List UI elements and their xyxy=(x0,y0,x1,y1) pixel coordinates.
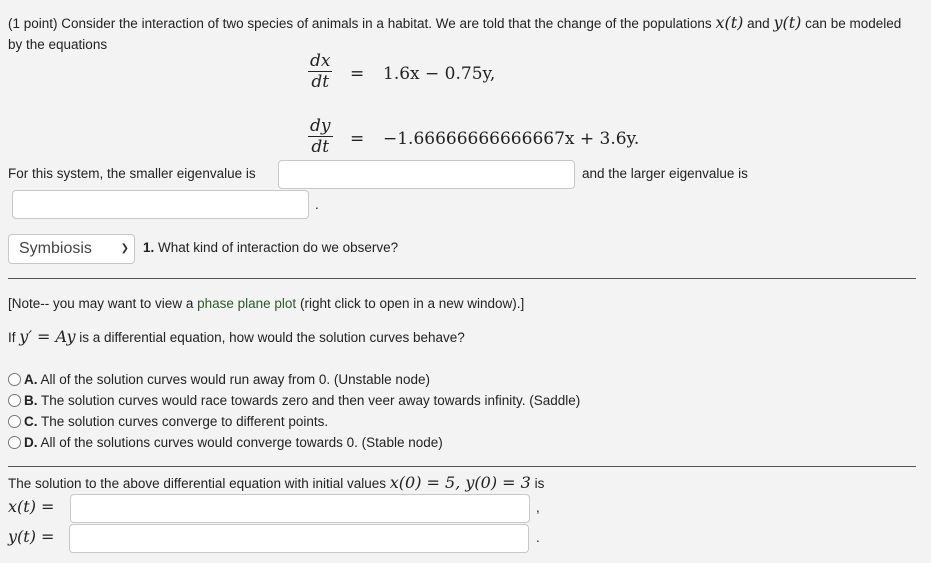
interaction-question xyxy=(143,240,398,255)
equation-2-equals: = xyxy=(350,129,365,149)
radio-icon[interactable] xyxy=(8,415,21,428)
interaction-select[interactable] xyxy=(8,234,135,264)
equation-1-lhs xyxy=(308,51,332,92)
note-line xyxy=(8,296,524,311)
option-c[interactable] xyxy=(8,413,328,431)
larger-eigenvalue-input[interactable] xyxy=(12,190,309,219)
intro-xt: x(t) xyxy=(715,13,744,32)
y-period: . xyxy=(536,530,540,545)
radio-icon[interactable] xyxy=(8,394,21,407)
eq2-denominator: dt xyxy=(308,136,333,157)
divider-1 xyxy=(8,278,916,279)
option-b[interactable] xyxy=(8,392,580,410)
behave-question xyxy=(8,327,465,346)
intro-prefix: (1 point) Consider the interaction of two species of animals in a habitat. We are told that the change of the populations xyxy=(8,16,712,31)
option-d-text: All of the solutions curves would converge towards 0. (Stable node) xyxy=(40,435,443,450)
option-c-text: The solution curves converge to different points. xyxy=(41,414,329,429)
smaller-eigenvalue-input[interactable] xyxy=(278,160,575,189)
option-b-text: The solution curves would race towards zero and then veer away towards infinity. (Saddle) xyxy=(41,393,581,408)
x-of-t-input[interactable] xyxy=(70,494,530,523)
radio-icon[interactable] xyxy=(8,436,21,449)
behave-prefix: If xyxy=(8,330,16,345)
equation-2-lhs xyxy=(308,116,333,157)
option-a-text: All of the solution curves would run away from 0. (Unstable node) xyxy=(40,372,430,387)
smaller-eigenvalue-label: For this system, the smaller eigenvalue is xyxy=(8,166,256,181)
y-of-t-label: y(t) = xyxy=(8,527,55,546)
intro-yt: y(t) xyxy=(773,13,802,32)
phase-plane-link[interactable]: phase plane plot xyxy=(197,296,297,311)
behave-math: y′ = Ay xyxy=(19,327,76,346)
larger-eigenvalue-label: and the larger eigenvalue is xyxy=(582,166,748,181)
option-d[interactable] xyxy=(8,434,443,452)
x-of-t-label: x(t) = xyxy=(8,497,55,516)
note-suffix: (right click to open in a new window).] xyxy=(299,296,525,311)
option-c-letter: C. xyxy=(24,414,38,429)
option-b-letter: B. xyxy=(24,393,38,408)
equation-1-equals: = xyxy=(350,64,365,84)
x-comma: , xyxy=(536,500,540,515)
chevron-down-icon: ❯ xyxy=(120,243,129,254)
option-a[interactable] xyxy=(8,371,430,389)
solution-initial-values: x(0) = 5, y(0) = 3 xyxy=(389,473,531,492)
intro-suffix: can be modeled by the equations xyxy=(8,16,902,52)
y-of-t-input[interactable] xyxy=(69,524,529,553)
option-d-letter: D. xyxy=(24,435,38,450)
behave-suffix: is a differential equation, how would the solution curves behave? xyxy=(79,330,465,345)
solution-intro xyxy=(8,473,544,492)
note-prefix: [Note-- you may want to view a xyxy=(8,296,194,311)
radio-icon[interactable] xyxy=(8,373,21,386)
option-a-letter: A. xyxy=(24,372,38,387)
eq2-numerator: dy xyxy=(310,116,331,136)
equation-2-rhs: −1.66666666666667x + 3.6y. xyxy=(383,129,640,149)
eq1-denominator: dt xyxy=(308,71,332,92)
equation-1-rhs: 1.6x − 0.75y, xyxy=(383,64,496,84)
eq1-numerator: dx xyxy=(310,51,331,71)
question-text: What kind of interaction do we observe? xyxy=(158,240,399,255)
solution-prefix: The solution to the above differential equation with initial values xyxy=(8,476,386,491)
problem-intro xyxy=(8,12,913,55)
eigen-period: . xyxy=(315,197,319,212)
intro-and: and xyxy=(747,16,770,31)
solution-suffix: is xyxy=(534,476,545,491)
divider-2 xyxy=(8,466,916,467)
question-number: 1. xyxy=(143,240,155,255)
interaction-selected-value: Symbiosis xyxy=(19,240,92,257)
